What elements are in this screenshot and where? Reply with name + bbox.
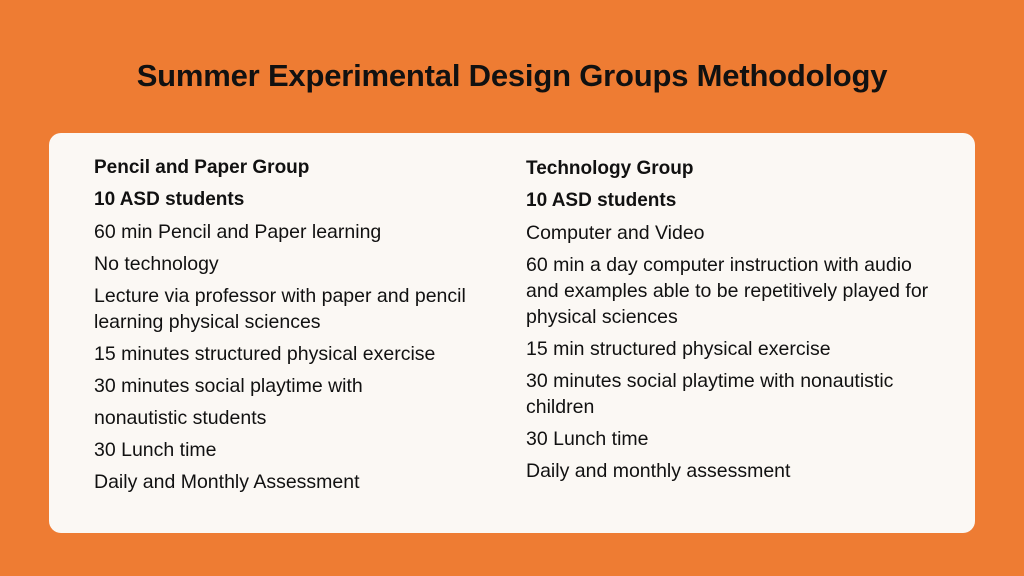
left-group-heading: Pencil and Paper Group xyxy=(94,157,310,178)
left-group-item: 30 Lunch time xyxy=(94,439,217,461)
slide-title: Summer Experimental Design Groups Methodology xyxy=(136,58,888,93)
left-group-item: Daily and Monthly Assessment xyxy=(94,471,360,493)
left-group-item: 15 minutes structured physical exercise xyxy=(94,343,436,365)
pencil-paper-group-column xyxy=(94,155,494,501)
right-group-item: 60 min a day computer instruction with audio and examples able to be repetitively played for physical sciences xyxy=(526,254,929,328)
right-group-item: 30 Lunch time xyxy=(526,428,649,450)
right-group-item: Computer and Video xyxy=(526,222,705,244)
left-group-item: No technology xyxy=(94,253,219,275)
right-group-subheading: 10 ASD students xyxy=(526,190,677,211)
left-group-item: nonautistic students xyxy=(94,407,267,429)
right-group-item: Daily and monthly assessment xyxy=(526,460,791,482)
right-group-item: 15 min structured physical exercise xyxy=(526,338,831,360)
left-group-subheading: 10 ASD students xyxy=(94,189,245,210)
right-group-item: 30 minutes social playtime with nonautistic children xyxy=(526,370,894,418)
left-group-item: Lecture via professor with paper and pencil learning physical sciences xyxy=(94,285,466,333)
left-group-item: 30 minutes social playtime with xyxy=(94,375,363,397)
right-group-heading: Technology Group xyxy=(526,158,694,179)
technology-group-column xyxy=(526,156,946,490)
content-card xyxy=(49,133,975,533)
left-group-item: 60 min Pencil and Paper learning xyxy=(94,221,382,243)
